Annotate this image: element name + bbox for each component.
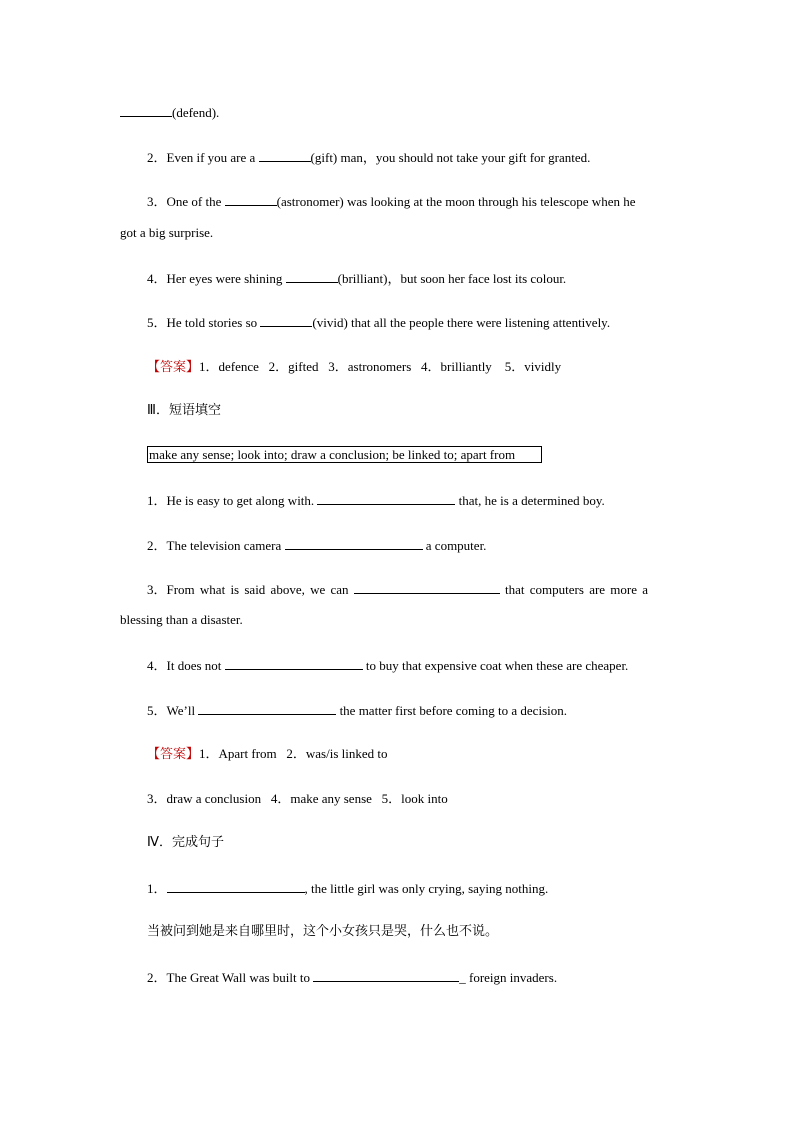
question-2 xyxy=(147,149,590,166)
question-text: 1．He is easy to get along with. xyxy=(147,493,318,508)
question-4 xyxy=(147,270,566,287)
answer-key-section-3-line-2: 3．draw a conclusion 4．make any sense 5．look into xyxy=(147,791,448,806)
answer-blank[interactable] xyxy=(167,880,305,893)
question-text: 3．One of the xyxy=(147,194,225,209)
answer-key-section-2 xyxy=(147,359,561,376)
answer-blank[interactable] xyxy=(120,104,172,117)
answer-blank[interactable] xyxy=(286,270,338,283)
question-text: (gift) man，you should not take your gift for granted. xyxy=(310,150,591,165)
answer-text: 1．defence 2．gifted 3．astronomers 4．brilliantly 5．vividly xyxy=(199,359,562,374)
q1-continuation xyxy=(120,104,219,121)
section-3-heading: Ⅲ．短语填空 xyxy=(147,403,221,418)
sentence-question-1 xyxy=(147,880,548,897)
answer-blank[interactable] xyxy=(225,193,277,206)
answer-blank[interactable] xyxy=(198,702,336,715)
question-text: _ foreign invaders. xyxy=(459,970,558,985)
question-text: 4．It does not xyxy=(147,658,225,673)
question-text: that, he is a determined boy. xyxy=(455,493,605,508)
question-text: the matter first before coming to a decision. xyxy=(336,703,567,718)
answer-label: 【答案】 xyxy=(147,747,200,762)
q1-tail-text: (defend). xyxy=(172,105,220,120)
answer-blank[interactable] xyxy=(317,492,455,505)
phrase-word-box: make any sense; look into; draw a conclusion; be linked to; apart from xyxy=(147,446,542,463)
question-text: 5．We’ll xyxy=(147,703,199,718)
question-text: 2．The Great Wall was built to xyxy=(147,970,314,985)
question-text: to buy that expensive coat when these are cheaper. xyxy=(362,658,629,673)
question-3 xyxy=(147,193,635,210)
question-text: 2．The television camera xyxy=(147,538,285,553)
phrase-question-3-continuation: blessing than a disaster. xyxy=(120,612,243,627)
phrase-question-4 xyxy=(147,657,628,674)
phrase-question-1 xyxy=(147,492,605,509)
question-text: (vivid) that all the people there were listening attentively. xyxy=(312,315,611,330)
answer-key-section-3 xyxy=(147,746,388,763)
question-text: a computer. xyxy=(422,538,487,553)
phrase-question-3 xyxy=(147,581,648,598)
sentence-question-1-chinese: 当被问到她是来自哪里时，这个小女孩只是哭，什么也不说。 xyxy=(147,924,499,939)
answer-blank[interactable] xyxy=(225,657,363,670)
answer-text: 1．Apart from 2．was/is linked to xyxy=(199,746,388,761)
question-text: that computers are more a xyxy=(499,582,649,597)
answer-blank[interactable] xyxy=(285,537,423,550)
question-3-continuation: got a big surprise. xyxy=(120,225,214,240)
sentence-question-2 xyxy=(147,969,557,986)
phrase-question-2 xyxy=(147,537,486,554)
question-text: (astronomer) was looking at the moon through his telescope when he xyxy=(276,194,636,209)
phrase-question-5 xyxy=(147,702,567,719)
answer-blank[interactable] xyxy=(260,314,312,327)
question-text: (brilliant)，but soon her face lost its colour. xyxy=(337,271,567,286)
answer-blank[interactable] xyxy=(259,149,311,162)
question-text: 3．From what is said above, we can xyxy=(147,582,354,597)
question-text: 1． xyxy=(147,881,167,896)
question-text: 5．He told stories so xyxy=(147,315,261,330)
question-5 xyxy=(147,314,610,331)
question-text: 4．Her eyes were shining xyxy=(147,271,286,286)
question-text: , the little girl was only crying, saying nothing. xyxy=(304,881,549,896)
question-text: 2．Even if you are a xyxy=(147,150,259,165)
section-4-heading: Ⅳ．完成句子 xyxy=(147,835,224,850)
answer-blank[interactable] xyxy=(354,581,500,594)
answer-blank[interactable] xyxy=(313,969,459,982)
answer-label: 【答案】 xyxy=(147,360,200,375)
